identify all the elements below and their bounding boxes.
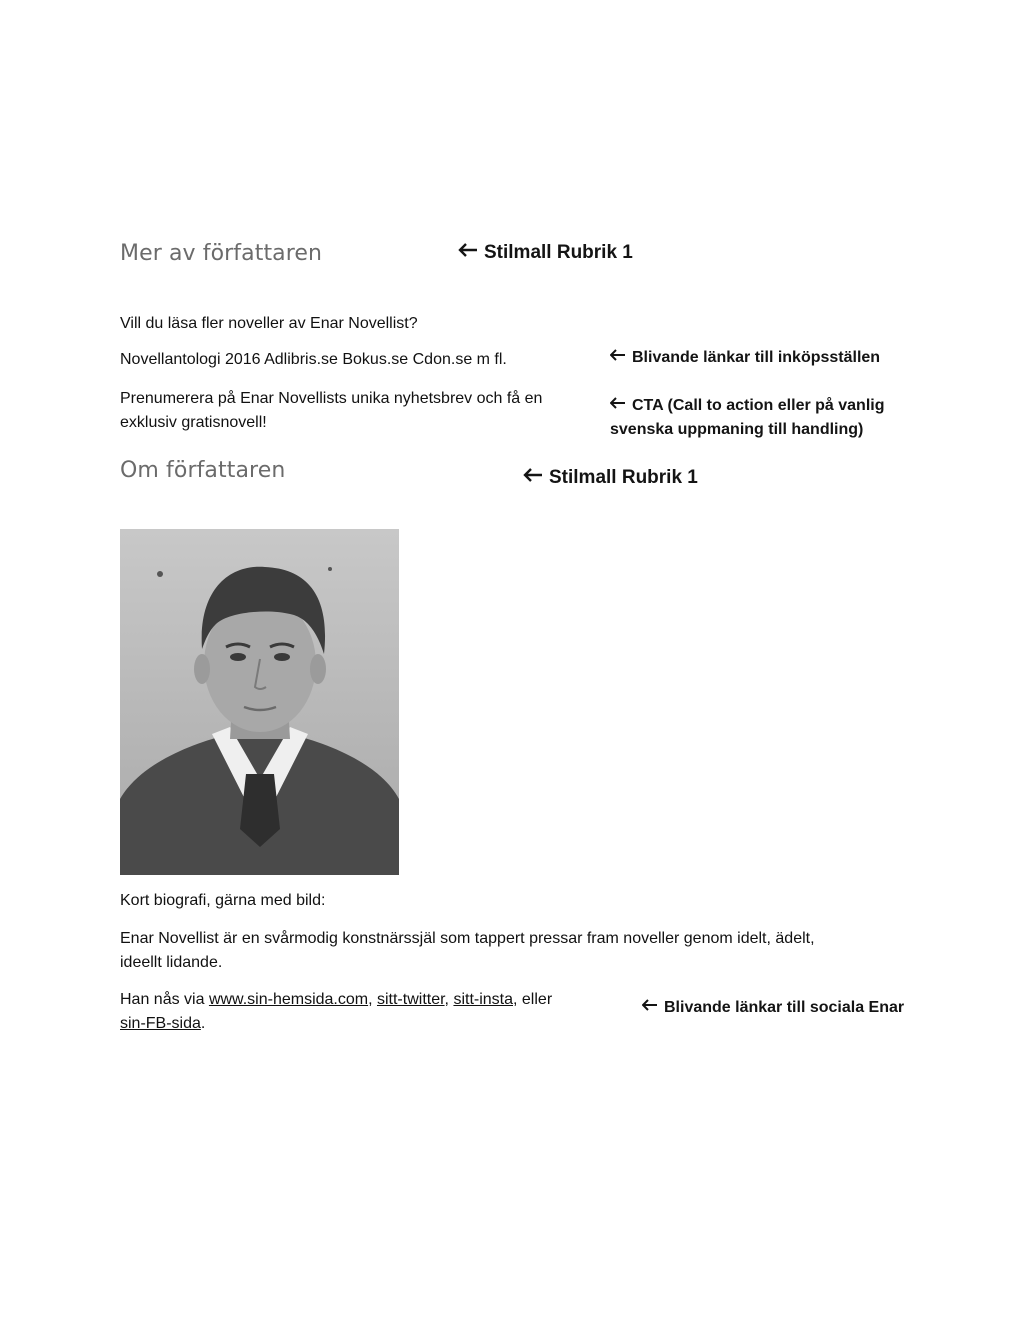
purchase-links-note: Blivande länkar till inköpsställen — [610, 346, 880, 370]
bio-intro: Kort biografi, gärna med bild: — [120, 892, 326, 909]
cta-note: CTA (Call to action eller på vanlig svenska uppmaning till handling) — [610, 394, 884, 442]
anthology-line: Novellantologi 2016 Adlibris.se Bokus.se Cdon.se m fl. — [120, 351, 507, 368]
left-arrow-icon — [610, 394, 626, 418]
instagram-link[interactable]: sitt-insta — [453, 991, 514, 1008]
twitter-link[interactable]: sitt-twitter — [376, 991, 445, 1008]
bio-text: Enar Novellist är en svårmodig konstnärssjäl som tappert pressar fram noveller genom idelt, ädelt, ideellt lidande. — [120, 930, 815, 971]
author-photo — [120, 529, 399, 875]
facebook-link[interactable]: sin-FB-sida — [120, 1015, 201, 1032]
left-arrow-icon — [458, 241, 478, 265]
website-link[interactable]: www.sin-hemsida.com — [208, 991, 369, 1008]
question-line: Vill du läsa fler noveller av Enar Novellist? — [120, 315, 418, 332]
newsletter-cta-line: Prenumerera på Enar Novellists unika nyhetsbrev och få en exklusiv gratisnovell! — [120, 390, 543, 431]
left-arrow-icon — [523, 466, 543, 490]
heading-style-note: Stilmall Rubrik 1 — [458, 241, 633, 265]
social-links-note: Blivande länkar till sociala Enar — [642, 996, 904, 1020]
heading-om-forfattaren: Om författaren — [120, 458, 286, 483]
heading-mer-av-forfattaren: Mer av författaren — [120, 241, 323, 266]
contact-paragraph: Han nås via www.sin-hemsida.com, sitt-twitter, sitt-insta, eller sin-FB-sida. — [120, 991, 553, 1032]
heading-style-note-2: Stilmall Rubrik 1 — [523, 466, 698, 490]
left-arrow-icon — [610, 346, 626, 370]
left-arrow-icon — [642, 996, 658, 1020]
